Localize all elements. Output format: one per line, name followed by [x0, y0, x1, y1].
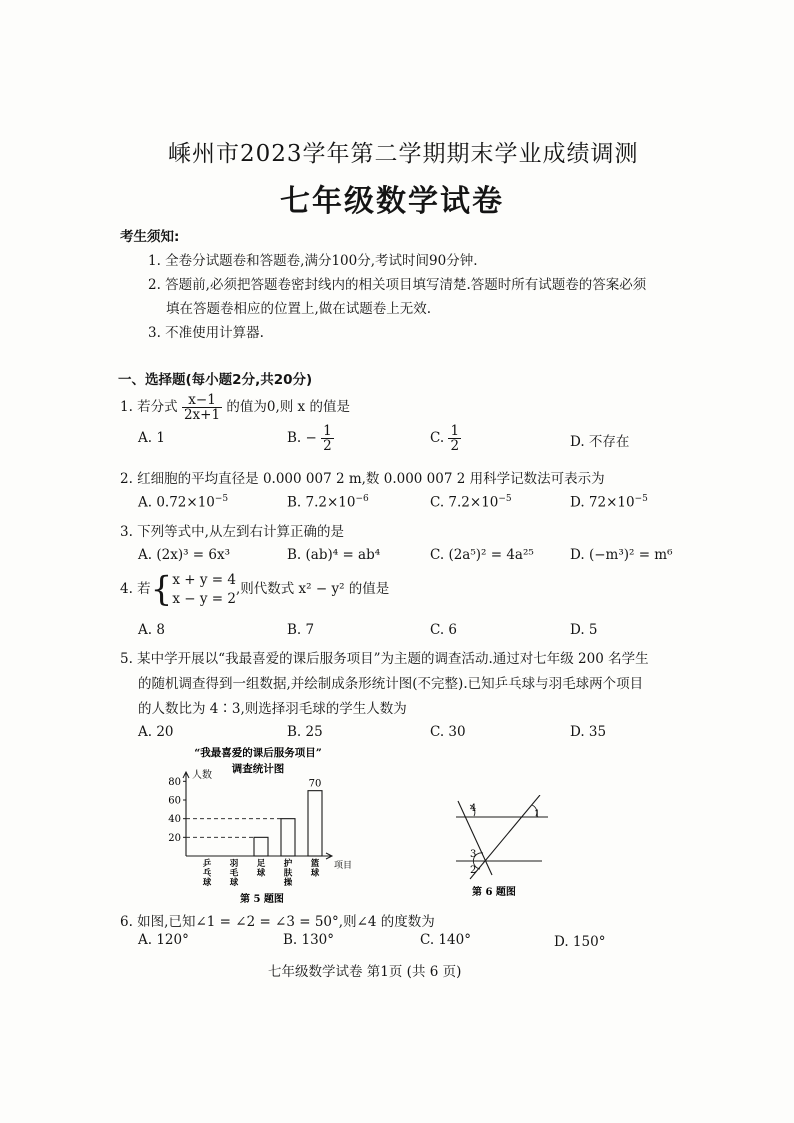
question-5-line-1: 5. 某中学开展以“我最喜爱的课后服务项目”为主题的调查活动.通过对七年级 200 名学生	[120, 651, 649, 667]
q4-eq1: x + y = 4	[172, 571, 236, 588]
q3-option-b	[287, 547, 380, 563]
q1-suffix: 的值为0,则 x 的值是	[226, 399, 350, 415]
q3-b-expr: (ab)⁴ = ab⁴	[305, 547, 381, 563]
chart-plot-area	[168, 772, 332, 888]
q4-suffix: ,则代数式 x² − y² 的值是	[235, 581, 390, 597]
q3-b-label: B.	[287, 547, 302, 563]
chart-ytick-label-1: 40	[168, 814, 181, 826]
q1-c-fraction	[448, 424, 461, 453]
q2-option-c	[430, 494, 512, 511]
q4-system	[172, 571, 236, 609]
q5-option-d: D. 35	[570, 724, 607, 740]
page-footer: 七年级数学试卷 第1页 (共 6 页)	[268, 964, 462, 980]
q1-option-a: A. 1	[138, 430, 165, 446]
q2-c-exp: −5	[498, 494, 512, 504]
chart-xlabel: 项目	[334, 861, 353, 871]
q1-fraction	[182, 393, 222, 422]
q4-option-b: B. 7	[287, 622, 315, 638]
q1-prefix: 1. 若分式	[120, 399, 178, 415]
q2-option-d	[570, 494, 648, 511]
q1-b-fraction	[321, 424, 334, 453]
question-6: 6. 如图,已知∠1 = ∠2 = ∠3 = 50°,则∠4 的度数为	[120, 914, 435, 930]
q1-c-num: 1	[450, 422, 460, 439]
q2-b-base: B. 7.2×10	[287, 494, 356, 511]
q2-c-base: C. 7.2×10	[430, 494, 499, 511]
q3-d-expr: (−m³)² = m⁶	[588, 547, 673, 563]
q1-option-d: D. 不存在	[570, 434, 630, 450]
q3-c-expr: (2a⁵)² = 4a²⁵	[448, 547, 534, 563]
q2-d-exp: −5	[634, 494, 648, 504]
chart-ytick-label-2: 60	[168, 795, 181, 807]
chart-category-label-4: 篮球	[310, 859, 320, 879]
q1-b-label: B. −	[287, 430, 317, 446]
fig6-label-2: 2	[470, 865, 477, 876]
q2-option-a	[138, 494, 228, 511]
question-3: 3. 下列等式中,从左到右计算正确的是	[120, 524, 344, 540]
chart-caption: 第 5 题图	[240, 894, 284, 905]
chart-category-label-3: 护肤操	[283, 859, 293, 888]
q5-option-b: B. 25	[287, 724, 323, 740]
q1-frac-num: x−1	[182, 393, 222, 408]
q1-b-den: 2	[323, 438, 332, 454]
q3-d-label: D.	[570, 547, 585, 563]
q6-option-d: D. 150°	[554, 934, 606, 950]
q1-b-num: 1	[323, 422, 332, 439]
chart-data-label-4: 70	[308, 778, 322, 790]
fig6-label-3: 3	[470, 849, 477, 860]
q4-option-c: C. 6	[430, 622, 458, 638]
notice-heading: 考生须知:	[120, 229, 180, 245]
notice-item-2: 2. 答题前,必须把答题卷密封线内的相关项目填写清楚.答题时所有试题卷的答案必须	[148, 277, 647, 293]
q6-option-a: A. 120°	[138, 932, 189, 948]
exam-title: 嵊州市2023学年第二学期期末学业成绩调测	[168, 141, 639, 167]
q4-option-a: A. 8	[138, 622, 165, 638]
q2-b-exp: −6	[355, 494, 369, 504]
fig6-label-1: 1	[534, 809, 541, 820]
fig6-label-4: 4	[470, 803, 477, 814]
fig6-caption: 第 6 题图	[472, 887, 516, 898]
q1-option-b	[287, 420, 334, 456]
chart-bar-2	[254, 837, 268, 856]
chart-category-label-2: 足球	[256, 859, 266, 879]
q2-d-base: D. 72×10	[570, 494, 635, 511]
chart-ytick-label-0: 20	[168, 832, 181, 844]
question-5-line-2: 的随机调查得到一组数据,并绘制成条形统计图(不完整).已知乒乓球与羽毛球两个项目	[138, 676, 644, 692]
q1-c-den: 2	[450, 438, 460, 454]
chart-ytick-label-3: 80	[168, 776, 181, 788]
q3-a-expr: (2x)³ = 6x³	[156, 547, 231, 563]
q3-option-a	[138, 547, 230, 563]
q2-a-base: A. 0.72×10	[138, 494, 215, 511]
notice-item-3: 3. 不准使用计算器.	[148, 325, 264, 341]
chart-subtitle: 调查统计图	[231, 763, 285, 775]
q6-option-c: C. 140°	[420, 932, 471, 948]
q4-option-d: D. 5	[570, 622, 598, 638]
notice-item-1: 1. 全卷分试题卷和答题卷,满分100分,考试时间90分钟.	[148, 253, 478, 269]
q4-prefix: 4. 若	[120, 581, 151, 597]
q1-c-label: C.	[430, 430, 445, 446]
q5-option-a: A. 20	[138, 724, 174, 740]
chart-ylabel: 人数	[192, 770, 212, 781]
q2-a-exp: −5	[214, 494, 229, 504]
chart-bar-4	[308, 791, 322, 856]
q1-option-c	[430, 420, 461, 456]
figure-5-bar-chart	[150, 742, 390, 910]
question-4	[120, 570, 389, 609]
question-5-line-3: 的人数比为 4∶3,则选择羽毛球的学生人数为	[138, 701, 407, 717]
chart-title: “我最喜爱的课后服务项目”	[194, 747, 322, 759]
section-heading: 一、选择题(每小题2分,共20分)	[118, 372, 313, 388]
chart-category-label-1: 羽毛球	[229, 859, 239, 888]
q6-option-b: B. 130°	[283, 932, 335, 948]
q3-a-label: A.	[138, 547, 153, 563]
chart-category-label-0: 乒乓球	[202, 859, 212, 888]
q4-brace: {	[150, 569, 173, 610]
q1-frac-den: 2x+1	[183, 407, 221, 423]
fig6-line-right-transversal	[470, 795, 540, 879]
question-2: 2. 红细胞的平均直径是 0.000 007 2 m,数 0.000 007 2 用科学记数法可表示为	[120, 471, 605, 487]
q3-option-d	[570, 547, 673, 563]
figure-6-geometry	[450, 795, 560, 901]
q5-option-c: C. 30	[430, 724, 466, 740]
q4-eq2: x − y = 2	[172, 590, 236, 607]
notice-item-2-cont: 填在答题卷相应的位置上,做在试题卷上无效.	[166, 301, 432, 317]
q3-c-label: C.	[430, 547, 445, 563]
q2-option-b	[287, 494, 369, 511]
chart-bar-3	[281, 819, 295, 856]
q3-option-c	[430, 547, 534, 563]
exam-subtitle: 七年级数学试卷	[280, 184, 504, 219]
